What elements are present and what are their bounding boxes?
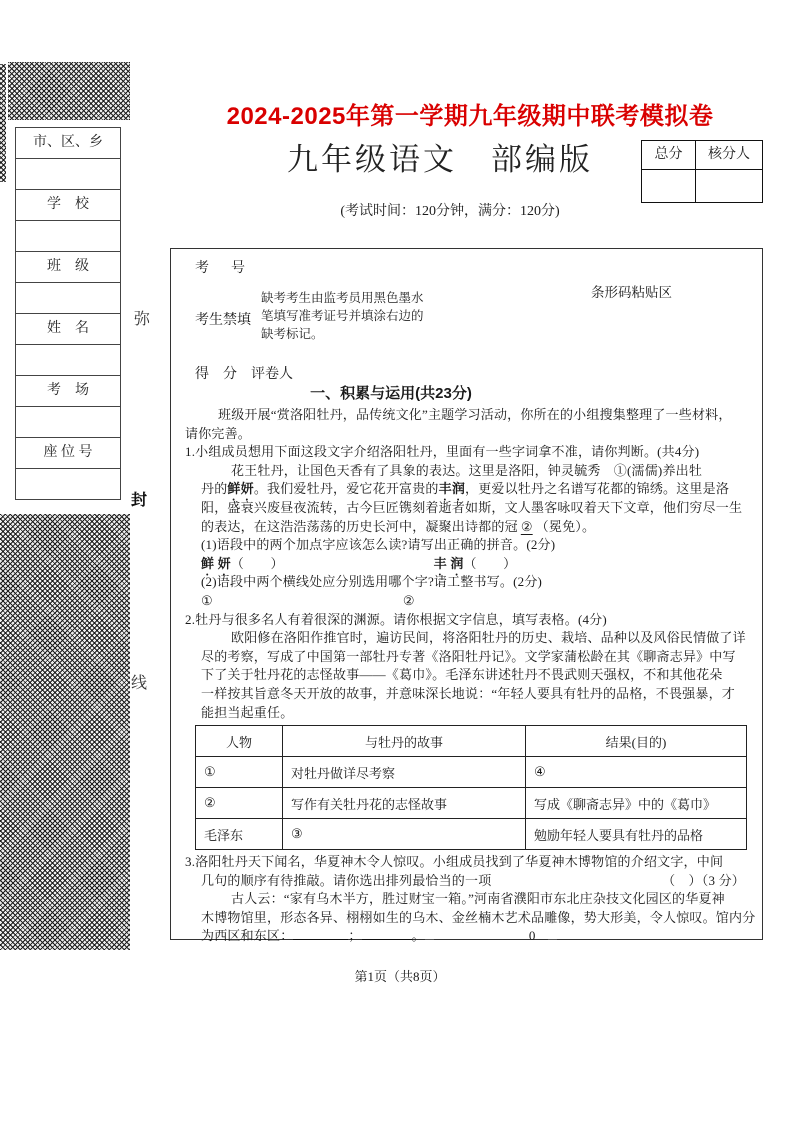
- total-score-box: [641, 140, 763, 203]
- answer-circle2: ②: [402, 592, 415, 608]
- field-class: 班 级: [16, 252, 120, 283]
- answer-bracket: （ ）（3 分）: [662, 872, 745, 888]
- question3-stem-line2: 几句的顺序有待推敲。请你选出排列最恰当的一项 （ ）（3 分）: [185, 872, 751, 891]
- field-examroom-blank: [16, 407, 120, 438]
- pinyin-word1: 鲜 妍: [201, 555, 231, 571]
- score-grader-label: 得 分 评卷人: [195, 367, 293, 382]
- score-checker-value-cell: [696, 170, 762, 202]
- exam-time-info: (考试时间：120分钟，满分：120分): [340, 204, 560, 219]
- passage-line4: 的表达，在这浩浩荡荡的历史长河中，凝聚出诗都的冠 ② （冕免）。: [201, 518, 596, 534]
- dotted-word-fengrun: 丰润: [438, 481, 466, 497]
- table-row: ① 对牡丹做详尽考察 ④: [196, 757, 747, 788]
- field-school-blank: [16, 221, 120, 252]
- field-seat: 座 位 号: [16, 438, 120, 469]
- absentee-instruction: [261, 289, 461, 343]
- fill-blank-2: [362, 927, 412, 940]
- stray-mark-2: [548, 929, 557, 940]
- field-district-blank: [16, 159, 120, 190]
- field-district: 市、区、乡: [16, 128, 120, 159]
- question3-passage-line2: 木博物馆里，形态各异、栩栩如生的乌木、金丝楠木艺术品雕像，势大形美，令人惊叹。馆内分: [201, 909, 756, 925]
- header-person: 人物: [196, 726, 283, 757]
- question1-sub1: (1)语段中的两个加点字应该怎么读?请写出正确的拼音。(2分): [201, 537, 556, 553]
- subject-title: 九年级语文 部编版: [287, 142, 593, 177]
- header-result: 结果(目的): [526, 726, 747, 757]
- exam-number-label: 考 号: [195, 261, 249, 276]
- total-score-value-cell: [642, 170, 696, 202]
- candidate-forbidden-label: 考生禁填: [195, 313, 251, 328]
- seal-hatch-top: [8, 62, 130, 120]
- absentee-instruction-line3: 缺考标记。: [261, 327, 324, 341]
- field-name: 姓 名: [16, 314, 120, 345]
- absentee-instruction-line2: 笔填写准考证号并填涂右边的: [261, 309, 424, 323]
- question3-passage-line3: 为西区和东区： ； 。 0: [185, 927, 751, 946]
- blank-circle2: ②: [520, 518, 533, 534]
- passage-line3: 阳，盛衰兴废昼夜流转，古今巨匠镌刻着逝者如斯，文人墨客咏叹着天下文章，他们穷尽一生: [201, 499, 743, 515]
- pinyin-line: 鲜 妍（ ） 丰 润（ ）: [201, 555, 517, 571]
- field-examroom: 考 场: [16, 376, 120, 407]
- seal-char-xian: 线: [131, 675, 148, 692]
- seal-char-feng: 封: [131, 492, 148, 509]
- table-header-row: [196, 726, 747, 757]
- barcode-area-label: 条形码粘贴区: [591, 285, 672, 300]
- field-name-blank: [16, 345, 120, 376]
- answer-circle1: ①: [201, 592, 213, 608]
- passage2-line2: 尽的考察，写成了中国第一部牡丹专著《洛阳牡丹记》。文学家蒲松龄在其《聊斋志异》中写: [201, 648, 736, 664]
- dotted-word-xianyan: 鲜妍: [227, 481, 254, 497]
- student-info-table: [15, 127, 121, 500]
- question-content: [185, 406, 756, 946]
- passage-line2: 丹的鲜妍。我们爱牡丹，爱它花开富贵的丰润，更爱以牡丹之名谱写花都的锦绣。这里是洛: [201, 481, 730, 497]
- question2-stem: 2.牡丹与很多名人有着很深的渊源。请你根据文字信息，填写表格。(4分): [185, 611, 607, 627]
- page-number: 第1页（共8页）: [354, 969, 446, 984]
- absentee-instruction-line1: 缺考考生由监考员用黑色墨水: [261, 291, 424, 305]
- stray-mark-1: [425, 929, 434, 940]
- stray-zero: 0: [528, 928, 536, 944]
- intro-line1: 班级开展“赏洛阳牡丹，品传统文化”主题学习活动，你所在的小组搜集整理了一些材料，: [218, 407, 732, 422]
- field-class-blank: [16, 283, 120, 314]
- field-school: 学 校: [16, 190, 120, 221]
- table-row: ② 写作有关牡丹花的志怪故事 写成《聊斋志异》中的《葛巾》: [196, 788, 747, 819]
- seal-hatch-edge: [0, 64, 6, 182]
- passage-line1: 花王牡丹，让国色天香有了具象的表达。这里是洛阳，钟灵毓秀 ①(濡儒)养出牡: [231, 462, 703, 478]
- intro-line2: 请你完善。: [185, 425, 252, 441]
- answer-circles-line: [185, 592, 751, 611]
- passage2-line1: 欧阳修在洛阳作推官时，遍访民间，将洛阳牡丹的历史、栽培、品种以及风俗民情做了详: [231, 630, 746, 646]
- question3-stem-line1: 3.洛阳牡丹天下闻名，华夏神木令人惊叹。小组成员找到了华夏神木博物馆的介绍文字，中间: [185, 854, 724, 870]
- exam-title: 2024-2025年第一学期九年级期中联考模拟卷: [226, 103, 714, 130]
- question1-stem: 1.小组成员想用下面这段文字介绍洛阳牡丹，里面有一些字词拿不准，请你判断。(共4分): [185, 444, 700, 460]
- field-seat-blank: [16, 469, 120, 499]
- score-checker-label: 核分人: [696, 141, 762, 170]
- header-story: 与牡丹的故事: [283, 726, 526, 757]
- passage2-line4: 一样按其旨意冬天开放的故事，并意味深长地说：“年轻人要具有牡丹的品格，不畏强暴，才: [201, 685, 735, 701]
- seal-hatch-bottom: [0, 514, 130, 950]
- total-score-label: 总分: [642, 141, 696, 170]
- section1-title: 一、积累与运用(共23分): [310, 385, 472, 402]
- seal-char-mi: 弥: [134, 311, 151, 328]
- question1-sub2: (2)语段中两个横线处应分别选用哪个字?请工整书写。(2分): [201, 574, 543, 590]
- table-row: 毛泽东 ③ 勉励年轻人要具有牡丹的品格: [196, 819, 747, 850]
- pinyin-word2: 丰 润: [433, 555, 464, 571]
- question3-passage-line1: 古人云：“家有乌木半方，胜过财宝一箱。”河南省濮阳市东北庄杂技文化园区的华夏神: [231, 891, 725, 907]
- main-content-box: [170, 248, 763, 944]
- fill-blank-1: [293, 927, 348, 940]
- passage2-line5: 能担当起重任。: [201, 704, 294, 720]
- peony-story-table: [195, 725, 747, 850]
- passage2-line3: 下了关于牡丹花的志怪故事——《葛巾》。毛泽东讲述牡丹不畏武则天强权，不和其他花朵: [201, 667, 723, 683]
